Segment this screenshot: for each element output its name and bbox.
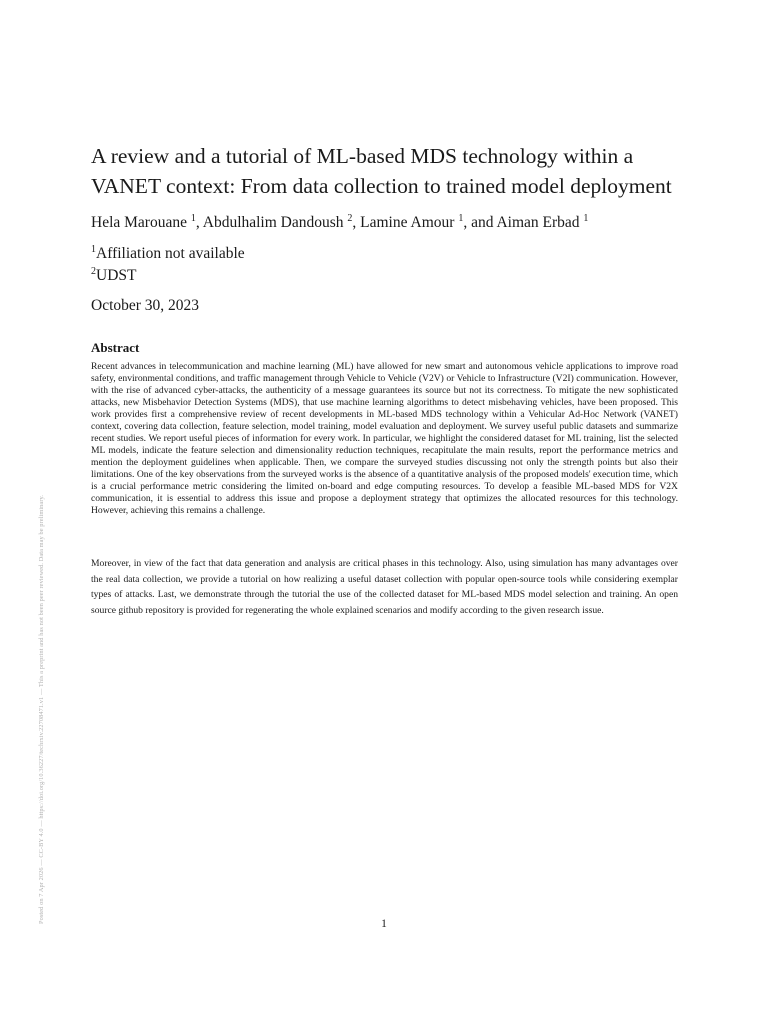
publication-date: October 30, 2023 <box>91 297 200 314</box>
author-name: Aiman Erbad <box>496 214 580 231</box>
author-name: Lamine Amour <box>360 214 455 231</box>
abstract-heading: Abstract <box>91 340 140 355</box>
author-separator: , and <box>463 214 497 231</box>
author-affiliation-mark: 1 <box>190 213 196 224</box>
preprint-sidebar-note: Posted on 7 Apr 2026 — CC-BY 4.0 — https://doi.org/10.36227/techrxiv.22708471.v1 — This a preprint and has not been peer reviewed. Data may be preliminary. <box>38 494 45 924</box>
affiliation-number: 1 <box>91 244 96 255</box>
author-separator: , <box>352 214 361 231</box>
affiliation-list <box>91 241 491 285</box>
affiliation-item <box>91 241 491 263</box>
author-affiliation-mark: 1 <box>458 213 464 224</box>
affiliation-text: Affiliation not available <box>96 245 245 262</box>
paper-title: A review and a tutorial of ML-based MDS technology within a VANET context: From data collection to trained model deployment <box>91 144 672 198</box>
author-list <box>91 208 711 234</box>
author-separator: , <box>195 214 203 231</box>
abstract-paragraph-2: Moreover, in view of the fact that data generation and analysis are critical phases in this technology. Also, using simulation has many advantages over the real data collection, we provide a tutorial on how realizing a useful dataset collection with popular open-source tools while considering exemplar types of attacks. Last, we demonstrate through the tutorial the use of the collected dataset for ML-based MDS model selection and training. An open source github repository is provided for regenerating the whole explained scenarios and modify according to the given research issue. <box>91 558 678 616</box>
affiliation-number: 2 <box>91 266 96 277</box>
author-name: Hela Marouane <box>91 214 187 231</box>
affiliation-text: UDST <box>96 267 137 284</box>
page-number: 1 <box>381 918 387 930</box>
author-affiliation-mark: 1 <box>583 213 589 224</box>
author-name: Abdulhalim Dandoush <box>202 214 344 231</box>
abstract-paragraph-1: Recent advances in telecommunication and machine learning (ML) have allowed for new smart and autonomous vehicle applications to improve road safety, environmental conditions, and traffic management through Vehicle to Vehicle (V2V) or Vehicle to Infrastructure (V2I) communication. However, with the rise of advanced cyber-attacks, the authenticity of a message guarantees its source but not its correctness. To mitigate the new sophisticated attacks, new Misbehavior Detection Systems (MDS), that use machine learning algorithms to detect misbehaving vehicles, have been proposed. This work provides first a comprehensive review of recent developments in ML-based MDS technology within a Vehicular Ad-Hoc Network (VANET) context, covering data collection, feature selection, model training, model evaluation and deployment. We survey useful public datasets and summarize recent studies. We report useful pieces of information for every work. In particular, we highlight the considered dataset for ML training, list the selected ML models, indicate the feature selection and dimensionality reduction techniques, recapitulate the main results, report the performance metrics and mention the deployment guidelines when applicable. Then, we compare the surveyed studies discussing not only the strength points but also their limitations. One of the key observations from the surveyed works is the absence of a quantitative analysis of the proposed models' execution time, which is a crucial performance metric considering the limited on-board and edge computing resources. To develop a feasible ML-based MDS for V2X communication, it is essential to address this issue and propose a deployment strategy that optimizes the allocated resources for this technology. However, achieving this remains a challenge. <box>91 361 678 516</box>
author-affiliation-mark: 2 <box>347 213 353 224</box>
affiliation-item <box>91 263 491 285</box>
